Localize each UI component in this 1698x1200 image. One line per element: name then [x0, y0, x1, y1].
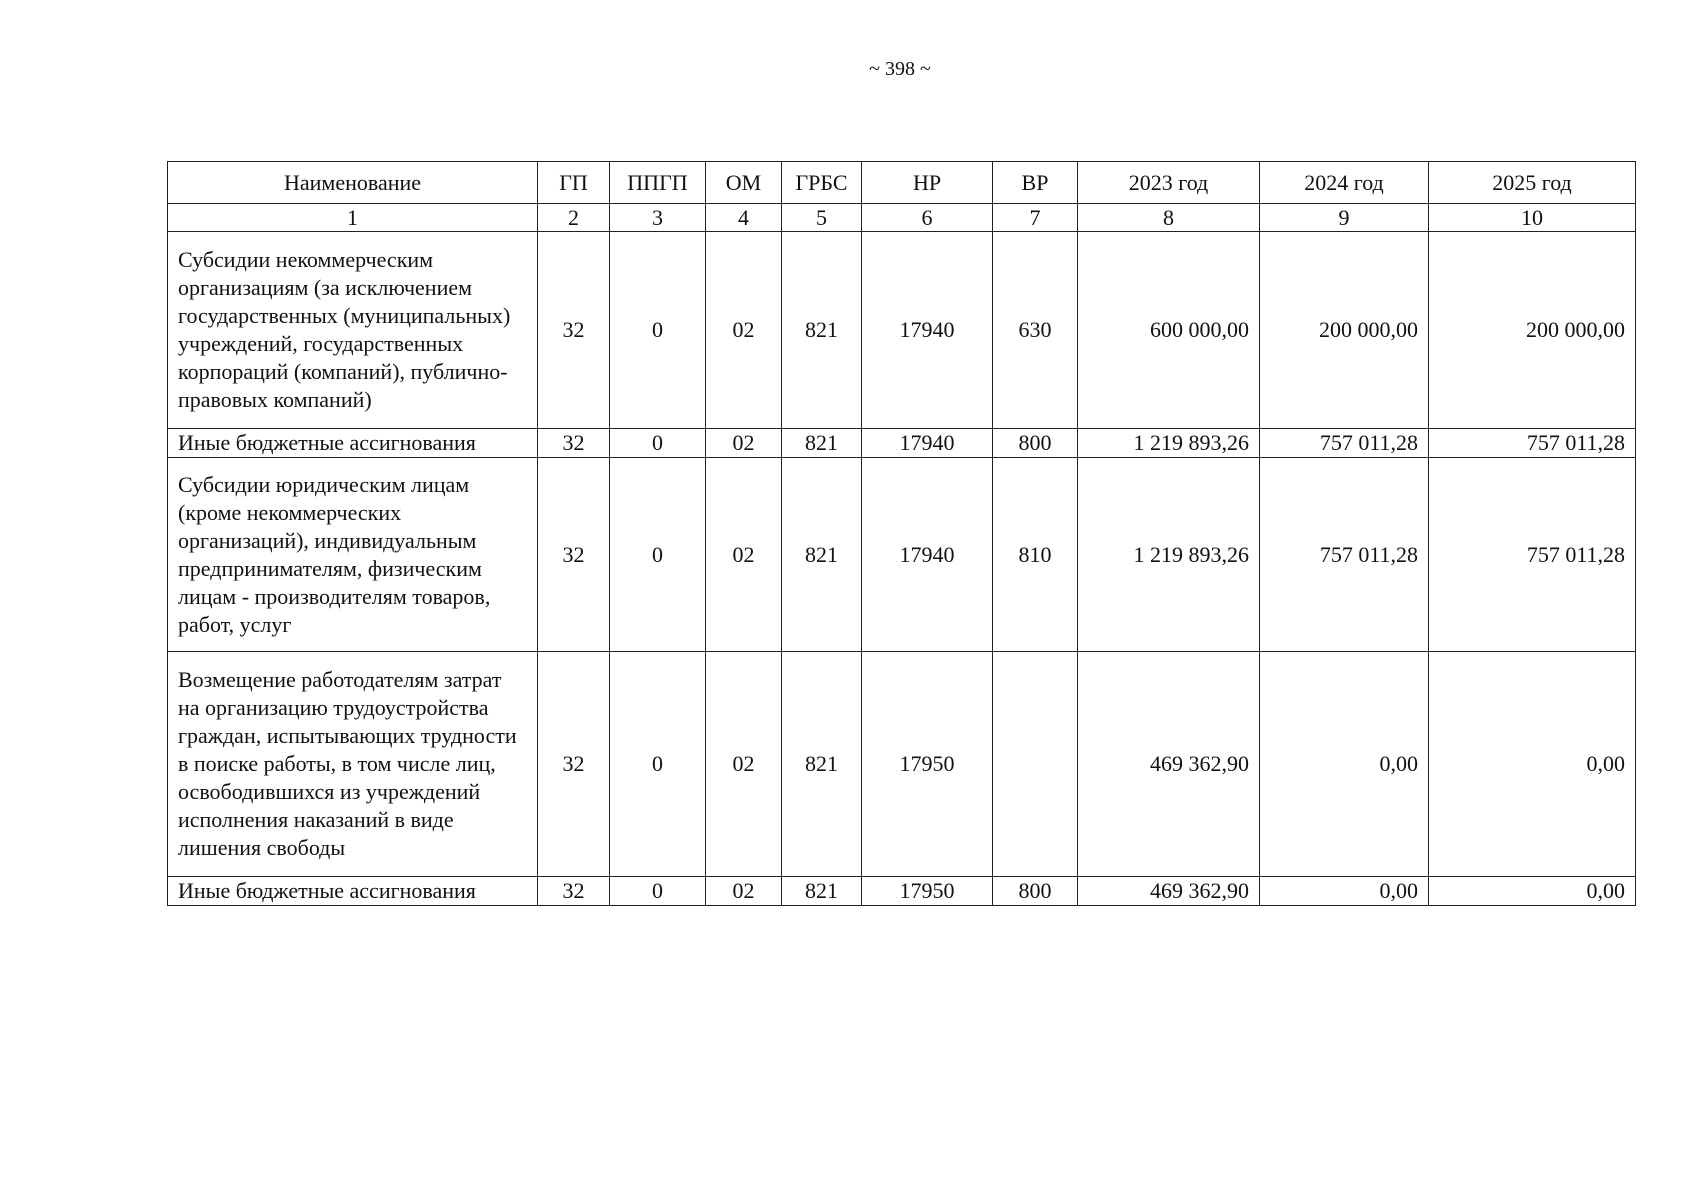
- cell-2023: 1 219 893,26: [1078, 429, 1260, 458]
- cell-2024: 0,00: [1260, 652, 1429, 877]
- cell-ppgp: 0: [610, 458, 706, 652]
- cell-vr: 800: [993, 429, 1078, 458]
- column-number: 3: [610, 204, 706, 232]
- cell-nr: 17950: [862, 877, 993, 906]
- cell-om: 02: [706, 232, 782, 429]
- cell-nr: 17940: [862, 429, 993, 458]
- cell-2024: 757 011,28: [1260, 429, 1429, 458]
- cell-gp: 32: [538, 652, 610, 877]
- cell-vr: 800: [993, 877, 1078, 906]
- cell-ppgp: 0: [610, 429, 706, 458]
- cell-2024: 0,00: [1260, 877, 1429, 906]
- cell-om: 02: [706, 652, 782, 877]
- cell-2024: 200 000,00: [1260, 232, 1429, 429]
- header-2024: 2024 год: [1260, 162, 1429, 204]
- cell-grbs: 821: [782, 877, 862, 906]
- column-number: 4: [706, 204, 782, 232]
- cell-2023: 469 362,90: [1078, 652, 1260, 877]
- column-number: 10: [1429, 204, 1636, 232]
- header-grbs: ГРБС: [782, 162, 862, 204]
- cell-grbs: 821: [782, 652, 862, 877]
- cell-nr: 17940: [862, 232, 993, 429]
- cell-2023: 469 362,90: [1078, 877, 1260, 906]
- cell-vr: 630: [993, 232, 1078, 429]
- cell-2025: 757 011,28: [1429, 458, 1636, 652]
- cell-gp: 32: [538, 877, 610, 906]
- cell-grbs: 821: [782, 232, 862, 429]
- row-name: Иные бюджетные ассигнования: [168, 877, 538, 906]
- header-om: ОМ: [706, 162, 782, 204]
- header-gp: ГП: [538, 162, 610, 204]
- cell-2023: 1 219 893,26: [1078, 458, 1260, 652]
- row-name: Субсидии юридическим лицам (кроме некоммерческих организаций), индивидуальным предпринимателям, физическим лицам - производителям товаров, работ, услуг: [168, 458, 538, 652]
- cell-om: 02: [706, 458, 782, 652]
- budget-table: [167, 161, 1636, 906]
- page-number: ~ 398 ~: [869, 58, 931, 80]
- header-2025: 2025 год: [1429, 162, 1636, 204]
- header-ppgp: ППГП: [610, 162, 706, 204]
- cell-ppgp: 0: [610, 877, 706, 906]
- table-row: [168, 458, 1636, 652]
- table-row: [168, 429, 1636, 458]
- header-vr: ВР: [993, 162, 1078, 204]
- cell-gp: 32: [538, 429, 610, 458]
- row-name: Возмещение работодателям затрат на организацию трудоустройства граждан, испытывающих трудности в поиске работы, в том числе лиц, освободившихся из учреждений исполнения наказаний в виде лишения свободы: [168, 652, 538, 877]
- cell-grbs: 821: [782, 429, 862, 458]
- cell-2025: 0,00: [1429, 877, 1636, 906]
- column-number: 9: [1260, 204, 1429, 232]
- cell-2023: 600 000,00: [1078, 232, 1260, 429]
- cell-vr: [993, 652, 1078, 877]
- cell-om: 02: [706, 877, 782, 906]
- column-number: 7: [993, 204, 1078, 232]
- header-name: Наименование: [168, 162, 538, 204]
- cell-grbs: 821: [782, 458, 862, 652]
- cell-ppgp: 0: [610, 232, 706, 429]
- header-row: [168, 162, 1636, 204]
- cell-nr: 17940: [862, 458, 993, 652]
- table-row: [168, 652, 1636, 877]
- row-name: Иные бюджетные ассигнования: [168, 429, 538, 458]
- header-nr: НР: [862, 162, 993, 204]
- column-number: 5: [782, 204, 862, 232]
- table-row: [168, 877, 1636, 906]
- column-number: 8: [1078, 204, 1260, 232]
- cell-2024: 757 011,28: [1260, 458, 1429, 652]
- cell-vr: 810: [993, 458, 1078, 652]
- cell-om: 02: [706, 429, 782, 458]
- cell-gp: 32: [538, 458, 610, 652]
- table-row: [168, 232, 1636, 429]
- cell-gp: 32: [538, 232, 610, 429]
- column-number-row: [168, 204, 1636, 232]
- header-2023: 2023 год: [1078, 162, 1260, 204]
- cell-2025: 757 011,28: [1429, 429, 1636, 458]
- cell-nr: 17950: [862, 652, 993, 877]
- column-number: 1: [168, 204, 538, 232]
- cell-2025: 200 000,00: [1429, 232, 1636, 429]
- cell-2025: 0,00: [1429, 652, 1636, 877]
- row-name: Субсидии некоммерческим организациям (за исключением государственных (муниципальных) учреждений, государственных корпораций (компаний), публично-правовых компаний): [168, 232, 538, 429]
- column-number: 2: [538, 204, 610, 232]
- column-number: 6: [862, 204, 993, 232]
- cell-ppgp: 0: [610, 652, 706, 877]
